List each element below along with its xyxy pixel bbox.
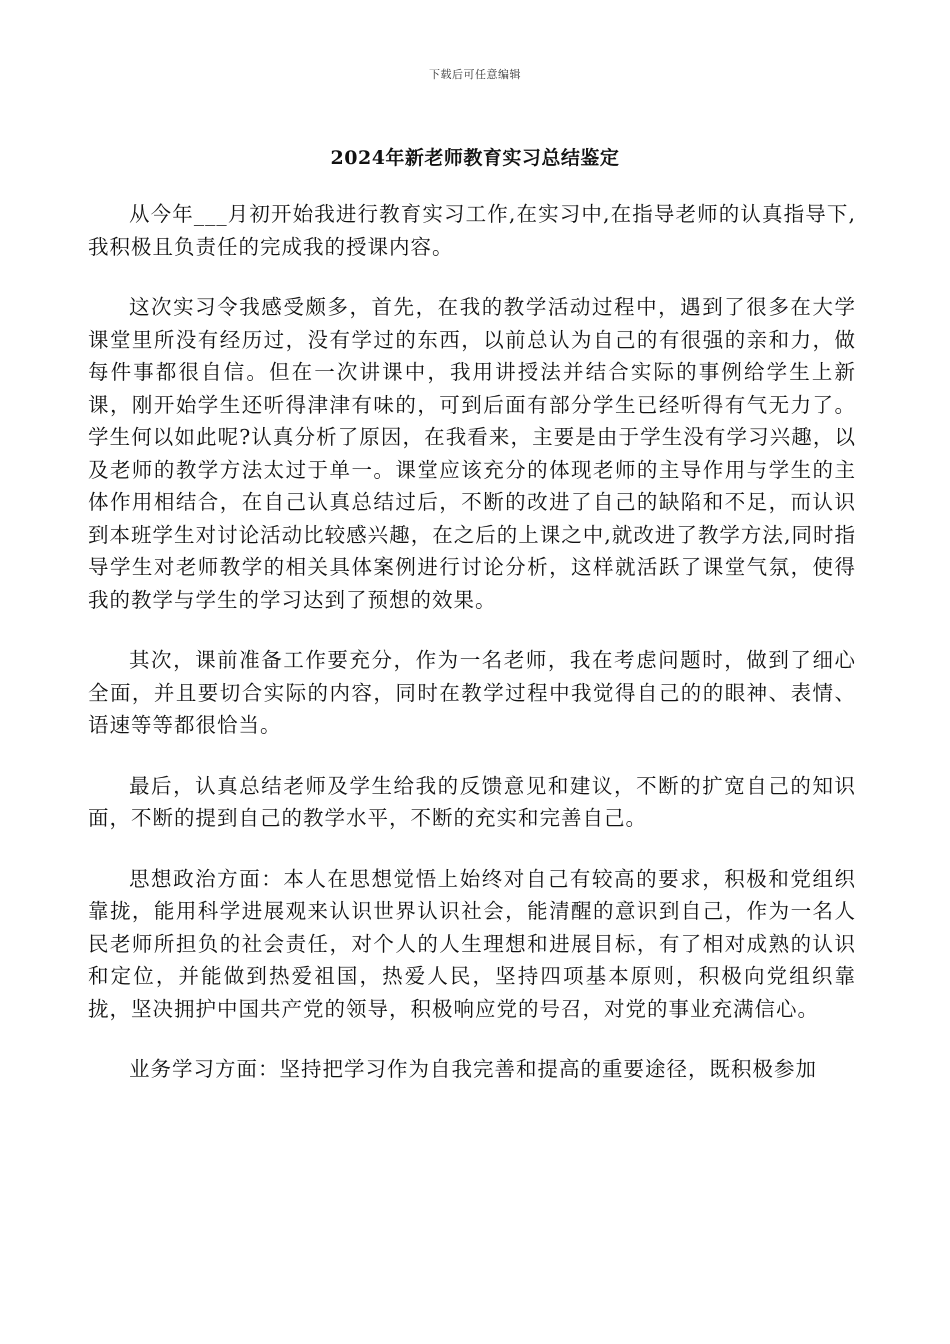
paragraph: 最后，认真总结老师及学生给我的反馈意见和建议，不断的扩宽自己的知识面，不断的提到自己的教学水平，不断的充实和完善自己。 [88,773,856,830]
paragraph: 这次实习令我感受颇多，首先，在我的教学活动过程中，遇到了很多在大学课堂里所没有经历过，没有学过的东西，以前总认为自己的有很强的亲和力，做每件事都很自信。但在一次讲课中，我用讲授法并结合实际的事例给学生上新课，刚开始学生还听得津津有味的，可到后面有部分学生已经听得有气无力了。学生何以如此呢?认真分析了原因，在我看来，主要是由于学生没有学习兴趣，以及老师的教学方法太过于单一。课堂应该充分的体现老师的主导作用与学生的主体作用相结合，在自己认真总结过后，不断的改进了自己的缺陷和不足，而认识到本班学生对讨论活动比较感兴趣，在之后的上课之中,就改进了教学方法,同时指导学生对老师教学的相关具体案例进行讨论分析，这样就活跃了课堂气氛，使得我的教学与学生的学习达到了预想的效果。 [88,295,856,612]
paragraph: 其次，课前准备工作要充分，作为一名老师，我在考虑问题时，做到了细心全面，并且要切合实际的内容，同时在教学过程中我觉得自己的的眼神、表情、语速等等都很恰当。 [88,648,856,737]
paragraph: 思想政治方面：本人在思想觉悟上始终对自己有较高的要求，积极和党组织靠拢，能用科学进展观来认识世界认识社会，能清醒的意识到自己，作为一名人民老师所担负的社会责任，对个人的人生理想和进展目标，有了相对成熟的认识和定位，并能做到热爱祖国，热爱人民，坚持四项基本原则，积极向党组织靠拢，坚决拥护中国共产党的领导，积极响应党的号召，对党的事业充满信心。 [88,866,856,1021]
paragraph: 业务学习方面：坚持把学习作为自我完善和提高的重要途径，既积极参加 [129,1057,817,1081]
document-body [88,198,856,1114]
document-title: 2024年新老师教育实习总结鉴定 [330,147,620,169]
paragraph: 从今年___月初开始我进行教育实习工作,在实习中,在指导老师的认真指导下,我积极且负责任的完成我的授课内容。 [88,202,856,259]
header-note: 下载后可任意编辑 [429,68,521,81]
